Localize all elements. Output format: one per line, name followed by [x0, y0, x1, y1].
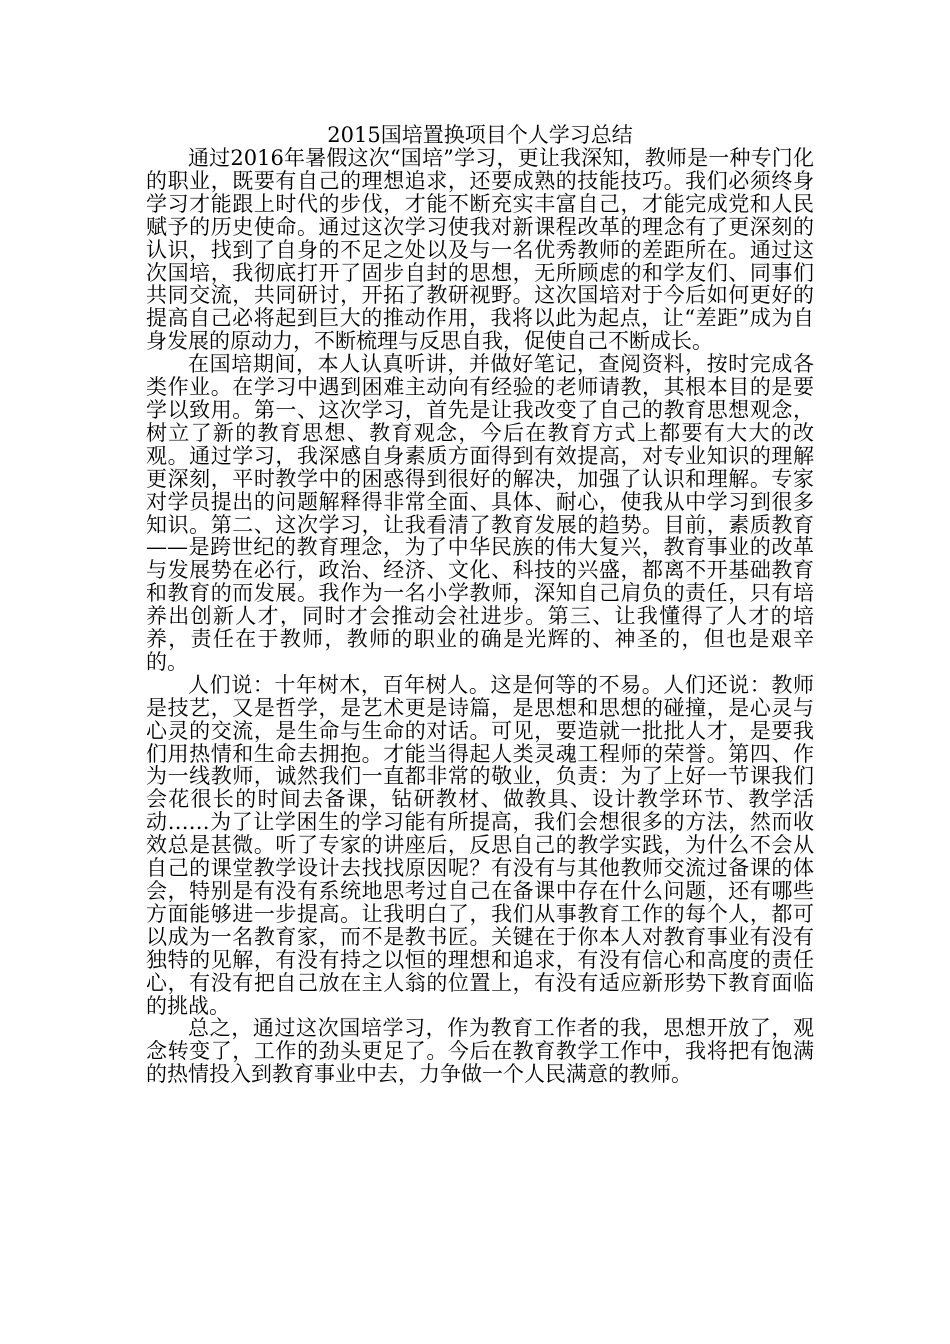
- document-title: 2015国培置换项目个人学习总结: [327, 123, 633, 147]
- document-body: [146, 123, 814, 1086]
- paragraph-3: 人们说：十年树木，百年树人。这是何等的不易。人们还说：教师是技艺，又是哲学，是艺术更是诗篇，是思想和思想的碰撞，是心灵与心灵的交流，是生命与生命的对话。可见，要造就一批批人才，是要我们用热情和生命去拥抱。才能当得起人类灵魂工程师的荣誉。第四、作为一线教师，诚然我们一直都非常的敬业，负责：为了上好一节课我们会花很长的时间去备课，钻研教材、做教具、设计教学环节、教学活动……为了让学困生的学习能有所提高，我们会想很多的方法，然而收效总是甚微。听了专家的讲座后，反思自己的教学实践，为什么不会从自己的课堂教学设计去找找原因呢？有没有与其他教师交流过备课的体会，特别是有没有系统地思考过自己在备课中存在什么问题，还有哪些方面能够进一步提高。让我明白了，我们从事教育工作的每个人，都可以成为一名教育家，而不是教书匠。关键在于你本人对教育事业有没有独特的见解，有没有持之以恒的理想和追求，有没有信心和高度的责任心，有没有把自己放在主人翁的位置上，有没有适应新形势下教育面临的挑战。: [146, 672, 814, 1018]
- paragraph-2: 在国培期间，本人认真听讲，并做好笔记，查阅资料，按时完成各类作业。在学习中遇到困难主动向有经验的老师请教，其根本目的是要学以致用。第一、这次学习，首先是让我改变了自己的教育思想观念，树立了新的教育思想、教育观念，今后在教育方式上都要有大大的改观。通过学习，我深感自身素质方面得到有效提高，对专业知识的理解更深刻，平时教学中的困惑得到很好的解决，加强了认识和理解。专家对学员提出的问题解释得非常全面、具体、耐心，使我从中学习到很多知识。第二、这次学习，让我看清了教育发展的趋势。目前，素质教育——是跨世纪的教育理念，为了中华民族的伟大复兴，教育事业的改革与发展势在必行，政治、经济、文化、科技的兴盛，都离不开基础教育和教育的而发展。我作为一名小学教师，深知自己肩负的责任，只有培养出创新人才，同时才会推动会社进步。第三、让我懂得了人才的培养，责任在于教师，教师的职业的确是光辉的、神圣的，但也是艰辛的。: [146, 352, 814, 674]
- paragraph-1: 通过2016年暑假这次“国培”学习，更让我深知，教师是一种专门化的职业，既要有自己的理想追求，还要成熟的技能技巧。我们必须终身学习才能跟上时代的步伐，才能不断充实丰富自己，才能完成党和人民赋予的历史使命。通过这次学习使我对新课程改革的理念有了更深刻的认识，找到了自身的不足之处以及与一名优秀教师的差距所在。通过这次国培，我彻底打开了固步自封的思想，无所顾虑的和学友们、同事们共同交流，共同研讨，开拓了教研视野。这次国培对于今后如何更好的提高自己必将起到巨大的推动作用，我将以此为起点，让“差距”成为自身发展的原动力，不断梳理与反思自我，促使自己不断成长。: [146, 146, 814, 354]
- paragraph-4: 总之，通过这次国培学习，作为教育工作者的我，思想开放了，观念转变了，工作的劲头更足了。今后在教育教学工作中，我将把有饱满的热情投入到教育事业中去，力争做一个人民满意的教师。: [146, 1016, 814, 1087]
